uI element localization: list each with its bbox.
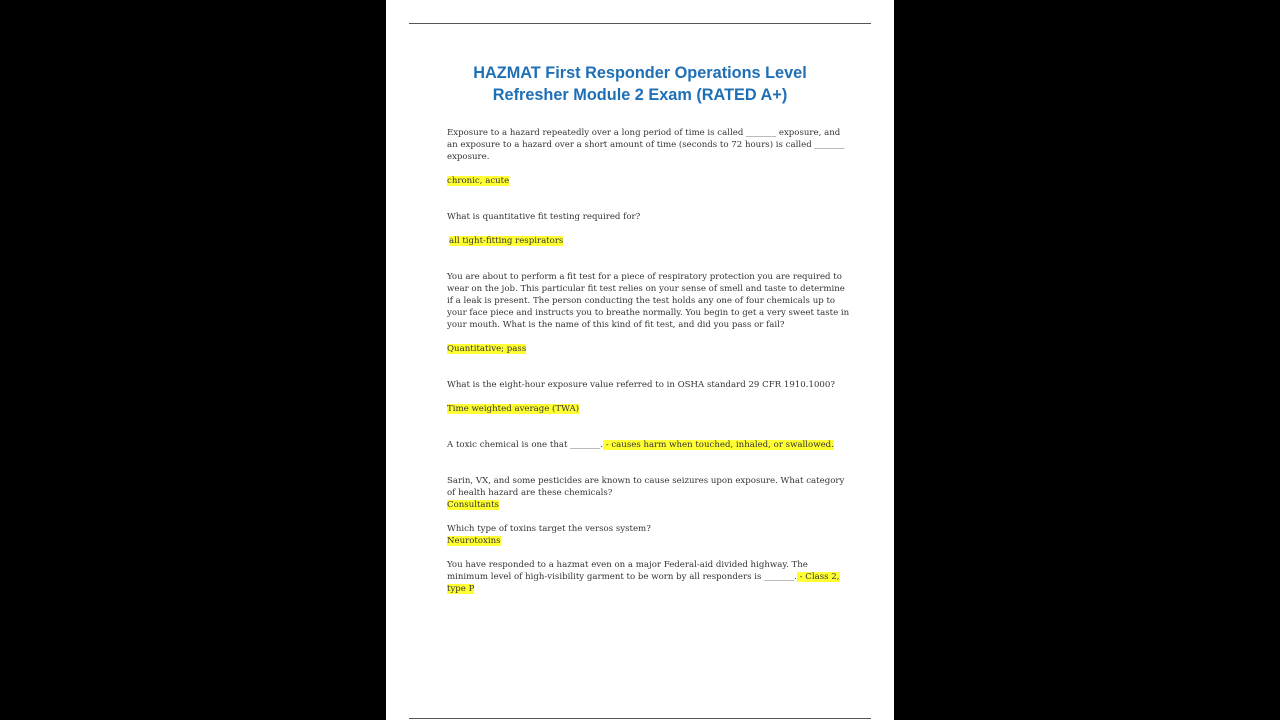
- document-title: [426, 62, 854, 106]
- question-text: Exposure to a hazard repeatedly over a long period of time is called _______ exposure, and an exposure to a hazard over a short amount of time (seconds to 72 hours) is called _______ exposure.: [447, 128, 845, 162]
- answer-highlight: all tight-fitting respirators: [449, 236, 564, 246]
- answer-highlight: Neurotoxins: [447, 536, 501, 546]
- question-text: Sarin, VX, and some pesticides are known to cause seizures upon exposure. What category of health hazard are these chemicals?: [447, 476, 845, 498]
- answer-highlight: chronic, acute: [447, 176, 510, 186]
- question-text: What is quantitative fit testing required for?: [447, 212, 641, 222]
- question-text: What is the eight-hour exposure value referred to in OSHA standard 29 CFR 1910.1000?: [447, 380, 835, 390]
- question-list: [447, 127, 851, 595]
- question-text: You have responded to a hazmat even on a major Federal-aid divided highway. The minimum level of high-visibility garment to be worn by all responders is _______.: [447, 560, 808, 582]
- title-line-1: HAZMAT First Responder Operations Level: [473, 64, 807, 82]
- title-line-2: Refresher Module 2 Exam (RATED A+): [492, 86, 788, 104]
- answer-highlight: Quantitative; pass: [447, 344, 527, 354]
- bottom-rule: [409, 718, 871, 719]
- answer-highlight: - causes harm when touched, inhaled, or swallowed.: [602, 440, 834, 450]
- top-rule: [409, 23, 871, 24]
- question-text: You are about to perform a fit test for a piece of respiratory protection you are required to wear on the job. This particular fit test relies on your sense of smell and taste to determine if a leak is present. The person conducting the test holds any one of four chemicals up to your face piece and instructs you to breathe normally. You begin to get a very sweet taste in your mouth. What is the name of this kind of fit test, and did you pass or fail?: [447, 272, 850, 330]
- document-page: [386, 0, 894, 720]
- answer-highlight: Consultants: [447, 500, 499, 510]
- question-text: A toxic chemical is one that _______.: [447, 440, 603, 450]
- question-text: Which type of toxins target the versos system?: [447, 524, 651, 534]
- answer-highlight: Time weighted average (TWA): [447, 404, 580, 414]
- answer-highlight: - Class 2, type P: [447, 572, 840, 594]
